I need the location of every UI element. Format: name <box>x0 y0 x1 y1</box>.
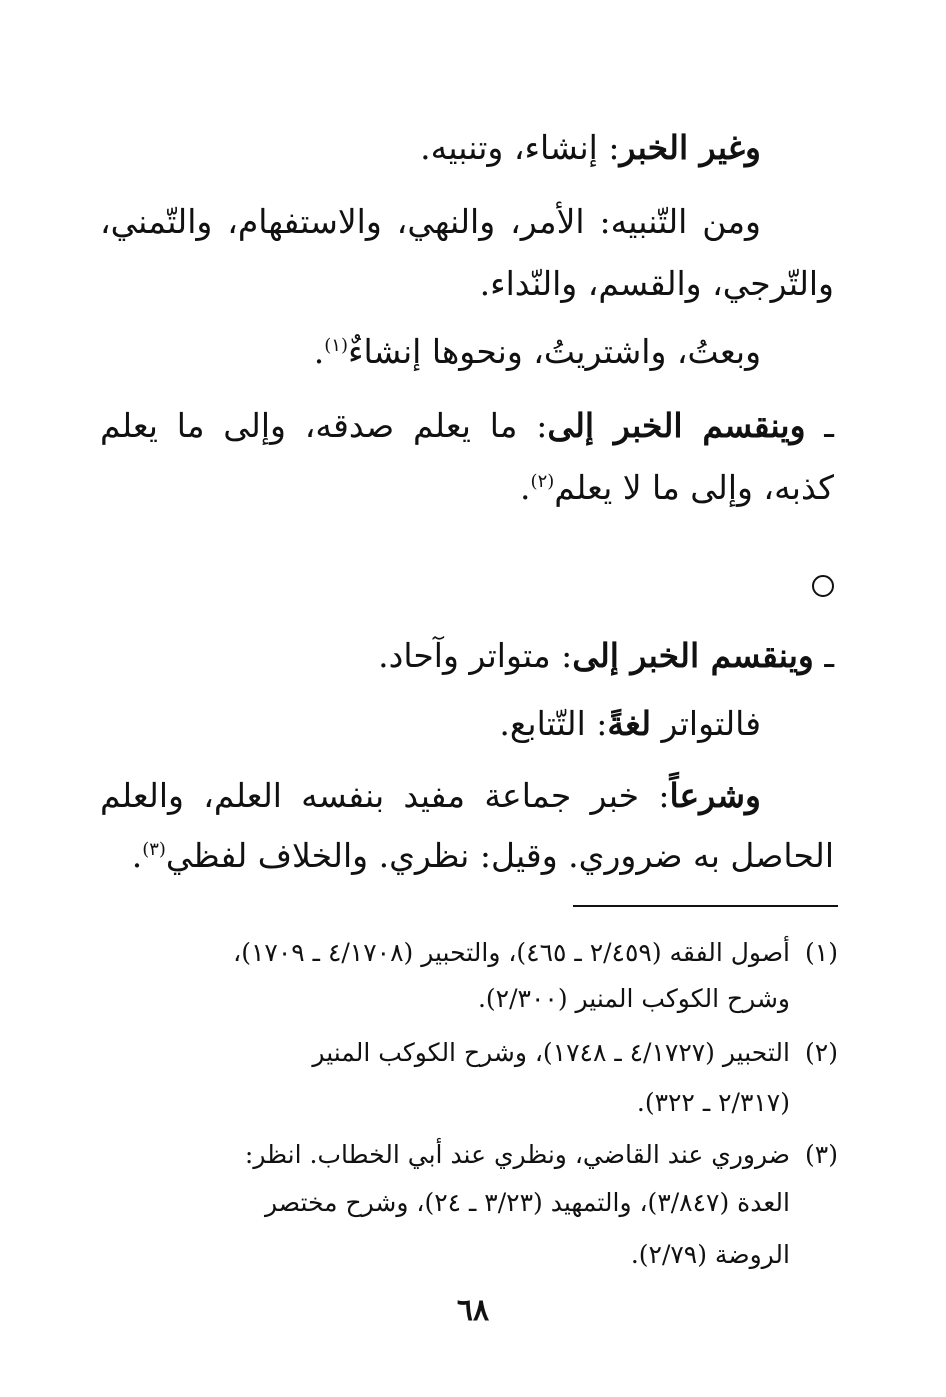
footnote-text: العدة (٣/٨٤٧)، والتمهيد (٣/٢٣ ـ ٢٤)، وشرح مختصر <box>265 1188 790 1217</box>
footnote-1-line2 <box>478 982 790 1016</box>
paragraph-text: كذبه، وإلى ما لا يعلم <box>554 468 834 507</box>
footnote-3-line1 <box>100 1138 838 1172</box>
footnote-text: وشرح الكوكب المنير (٢/٣٠٠). <box>477 984 790 1013</box>
footnote-3-line3 <box>631 1238 790 1272</box>
paragraph-end: . <box>313 332 325 371</box>
term-technical: وشرعاً <box>669 776 761 815</box>
term-division: وينقسم الخبر إلى <box>547 406 806 445</box>
footnote-1-line1 <box>100 936 838 970</box>
paragraph-sale <box>314 330 761 374</box>
paragraph-division-line2 <box>520 466 834 510</box>
paragraph-technical-line2 <box>132 834 834 878</box>
footnote-separator <box>573 905 838 907</box>
paragraph-text: فالتواتر <box>651 704 761 743</box>
paragraph-tanbih-line2 <box>480 262 834 306</box>
paragraph-text: وبعتُ، واشتريتُ، ونحوها إنشاءٌ <box>347 332 761 371</box>
paragraph-text: : إنشاء، وتنبيه. <box>420 128 620 167</box>
footnote-ref-1[interactable]: (١) <box>324 335 348 356</box>
footnote-text: (٢/٣١٧ ـ ٣٢٢). <box>636 1088 790 1117</box>
paragraph-text: والتّرجي، والقسم، والنّداء. <box>479 264 834 303</box>
footnote-text: أصول الفقه (٢/٤٥٩ ـ ٤٦٥)، والتحبير (٤/١٧٠٨ ـ ١٧٠٩)، <box>233 938 790 967</box>
footnote-ref-2[interactable]: (٢) <box>530 471 555 492</box>
paragraph-text: الحاصل به ضروري. وقيل: نظري. والخلاف لفظي <box>165 836 834 875</box>
term-division: وينقسم الخبر إلى <box>572 636 814 675</box>
paragraph-end: . <box>131 836 143 875</box>
dash-marker: ـ <box>813 636 834 675</box>
term-linguistic: لغةً <box>607 704 652 743</box>
footnote-2-line2 <box>637 1086 790 1120</box>
paragraph-technical-line1 <box>100 774 761 818</box>
paragraph-linguistic <box>499 702 761 746</box>
section-heading <box>798 564 834 608</box>
footnote-text: الروضة (٢/٧٩). <box>630 1240 790 1269</box>
paragraph-text: ومن التّنبيه: الأمر، والنهي، والاستفهام، والتّمني، <box>100 202 761 241</box>
footnote-text: ضروري عند القاضي، ونظري عند أبي الخطاب. انظر: <box>244 1140 790 1169</box>
footnote-ref-3[interactable]: (٣) <box>142 839 166 860</box>
paragraph-end: . <box>520 468 531 507</box>
term-non-report: وغير الخبر <box>619 128 761 167</box>
paragraph-text: : خبر جماعة مفيد بنفسه العلم، والعلم <box>100 776 670 815</box>
paragraph-mutawatir-ahad <box>378 634 834 678</box>
paragraph-text: : التّتابع. <box>499 704 608 743</box>
circle-bullet-icon <box>812 575 834 597</box>
page-number: ٦٨ <box>456 1293 490 1328</box>
footnote-2-line1 <box>100 1036 838 1070</box>
paragraph-text: : ما يعلم صدقه، وإلى ما يعلم <box>100 406 548 445</box>
footnote-text: التحبير (٤/١٧٢٧ ـ ١٧٤٨)، وشرح الكوكب المنير <box>312 1038 790 1067</box>
footnote-3-line2 <box>265 1186 790 1220</box>
dash-marker: ـ <box>805 406 834 445</box>
paragraph-division-line1 <box>100 404 834 448</box>
paragraph-tanbih-line1 <box>100 200 761 244</box>
footnote-number: (١) <box>805 938 838 967</box>
paragraph-non-report <box>420 126 761 170</box>
paragraph-text: : متواتر وآحاد. <box>378 636 573 675</box>
footnote-number: (٣) <box>805 1140 838 1169</box>
footnote-number: (٢) <box>805 1038 838 1067</box>
